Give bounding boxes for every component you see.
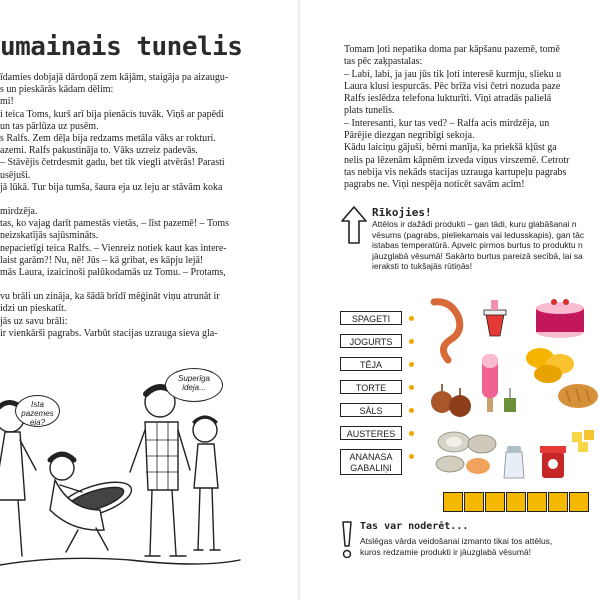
bread-icon [558, 384, 598, 408]
answer-cell[interactable] [527, 492, 547, 512]
label-torte: TORTE [340, 380, 402, 394]
answer-cell[interactable] [569, 492, 589, 512]
sausages-icon [434, 302, 460, 360]
label-dots [405, 311, 419, 477]
left-story-text [0, 72, 262, 340]
label-jogurts: JOGURTS [340, 334, 402, 348]
oysters-icon [436, 432, 496, 474]
dot [409, 316, 414, 321]
story-line: usējuši. [0, 169, 31, 181]
story-line: Tomam ļoti nepatika doma par kāpšanu pazemē, tomē [344, 44, 560, 55]
story-line: s Ralfs. Zem dēļa bija redzams metāla vāks ar rokturi. [0, 133, 216, 145]
dot [409, 408, 414, 413]
chapter-title: umainais tunelis [0, 32, 243, 62]
label-austeres: AUSTERES [340, 426, 402, 440]
salt-shaker-icon [504, 446, 524, 478]
exclamation-icon [340, 520, 354, 560]
task-line: vēsums (pagrabs, pieliekamais vai ledusskapis), gan tāc [372, 229, 585, 240]
task-instructions [372, 219, 600, 272]
note-line: Atslēgas vārda veidošanai izmanto tikai tos attēlus, [360, 536, 553, 546]
story-line: vu brāli un zināja, ka šādā brīdī mēģināt viņu atrunāt ir [0, 291, 220, 303]
jam-jar-icon [540, 446, 566, 478]
story-line: s un pieskārās kādam dēlim: [0, 84, 114, 96]
note-text [360, 536, 600, 557]
story-line: Ralfs ieslēdza telefona lukturīti. Viņi atradās palielā [344, 93, 552, 105]
label-spageti: SPAGETI [340, 311, 402, 325]
story-line: plats tunelis. [344, 105, 395, 117]
story-line: mirdzēja. [0, 206, 38, 218]
story-line: un tas pārlūza uz pusēm. [0, 120, 99, 132]
answer-cell[interactable] [548, 492, 568, 512]
story-line: pagrabs ne. Viņi nespēja noticēt savām acīm! [344, 179, 525, 191]
right-story-text [344, 44, 600, 192]
yogurt-icon [484, 300, 506, 336]
product-labels [340, 311, 402, 484]
story-line: Kādu laiciņu gājuši, bērni manīja, ka priekšā kļūst ga [344, 142, 557, 154]
answer-cell[interactable] [485, 492, 505, 512]
story-line: – Interesanti, kur tas ved? – Ralfa acis mirdzēja, un [344, 117, 550, 129]
pineapple-icon [572, 430, 594, 452]
answer-grid [443, 492, 590, 512]
story-line: ir vienkārši pagrabs. Varbūt stacijas uzrauga sieva gla- [0, 327, 218, 339]
label-ananasa-gabalini: ANANASA GABALIŅI [340, 449, 402, 475]
dot [409, 454, 414, 459]
dot [409, 385, 414, 390]
story-line: tas nebija vis nekāds stacijas uzrauga kartupeļu pagrabs [344, 166, 567, 178]
story-line: laist garām?! Nu, nē! Jūs – kā gribat, es kāpju lejā! [0, 254, 204, 266]
dot [409, 362, 414, 367]
tea-bag-icon [504, 388, 516, 412]
chips-icon [526, 348, 574, 383]
story-line: tas pēc zaķpastalas: [344, 56, 423, 68]
task-title: Rīkojies! [372, 206, 432, 219]
story-line: – Stāvējis četrdesmit gadu, bet tik viegli atvērās! Parasti [0, 157, 225, 169]
story-line: jā lūkā. Tur bija tumša, šaura eja uz leju ar stāvām koka [0, 181, 223, 193]
answer-cell[interactable] [506, 492, 526, 512]
note-line: kuros redzamie produkti ir jāuzglabā vēsumā! [360, 546, 532, 557]
story-line: nelis pa lēzenām kāpnēm izveda viņus virszemē. Četrotr [344, 154, 570, 166]
task-line: ieraksti to tukšajās rūtiņās! [372, 261, 473, 272]
note-title: Tas var noderēt... [360, 521, 469, 532]
story-line: – Labi, labi, ja jau jūs tik ļoti interesē kurmju, slieku u [344, 68, 562, 80]
answer-cell[interactable] [443, 492, 463, 512]
cake-icon [536, 299, 584, 338]
label-sals: SĀLS [340, 403, 402, 417]
story-line: azemi. Ralfs pakustināja to. Vāks uzreiz padevās. [0, 145, 198, 157]
dot [409, 431, 414, 436]
task-line: Attēlos ir dažādi produkti – gan tādi, kuru glabāšanai n [372, 219, 577, 229]
story-line: Pārējie diezgan negribīgi sekoja. [344, 130, 475, 142]
story-line: Laura klusi iespurcās. Pēc brīža visi četri nozuda paze [344, 80, 561, 92]
story-line: īdamies dobjajā dārdoņā zem kājām, staigāja pa aizaugu- [0, 72, 229, 83]
story-line: mās Laura, izaicinoši palūkodamās uz Tomu. – Protams, [0, 267, 226, 279]
speech-bubble-right: Superīga ideja... [165, 368, 223, 402]
story-line: jās uz savu brāli: [0, 315, 68, 327]
up-arrow-icon [340, 205, 368, 245]
story-line: tas, ko vajag darīt pamestās vietās, – līst pazemē! – Toms [0, 218, 230, 230]
story-line: idzi un pieskatīt. [0, 303, 67, 315]
task-line: istabas temperatūrā. Apvelc pirmos burtus to produktu n [372, 240, 583, 251]
dot [409, 339, 414, 344]
label-teja: TĒJA [340, 357, 402, 371]
story-line: neizskatījās sajūsmināts. [0, 230, 99, 242]
answer-cell[interactable] [464, 492, 484, 512]
story-line: i teica Toms, kurš arī bija pienācis tuvāk. Viņš ar papēdi [0, 108, 224, 120]
story-line: nepacietīgi teica Ralfs. – Vienreiz notiek kaut kas intere- [0, 242, 227, 254]
task-line: jāuzglabā vēsumā! Sakārto burtus pareizā secībā, lai sa [372, 250, 583, 261]
story-line: mi! [0, 96, 14, 108]
ice-pop-icon [482, 354, 498, 412]
food-illustrations [420, 292, 600, 490]
speech-bubble-left: Ista pazemes eja? [15, 395, 60, 427]
onions-icon [431, 384, 471, 417]
